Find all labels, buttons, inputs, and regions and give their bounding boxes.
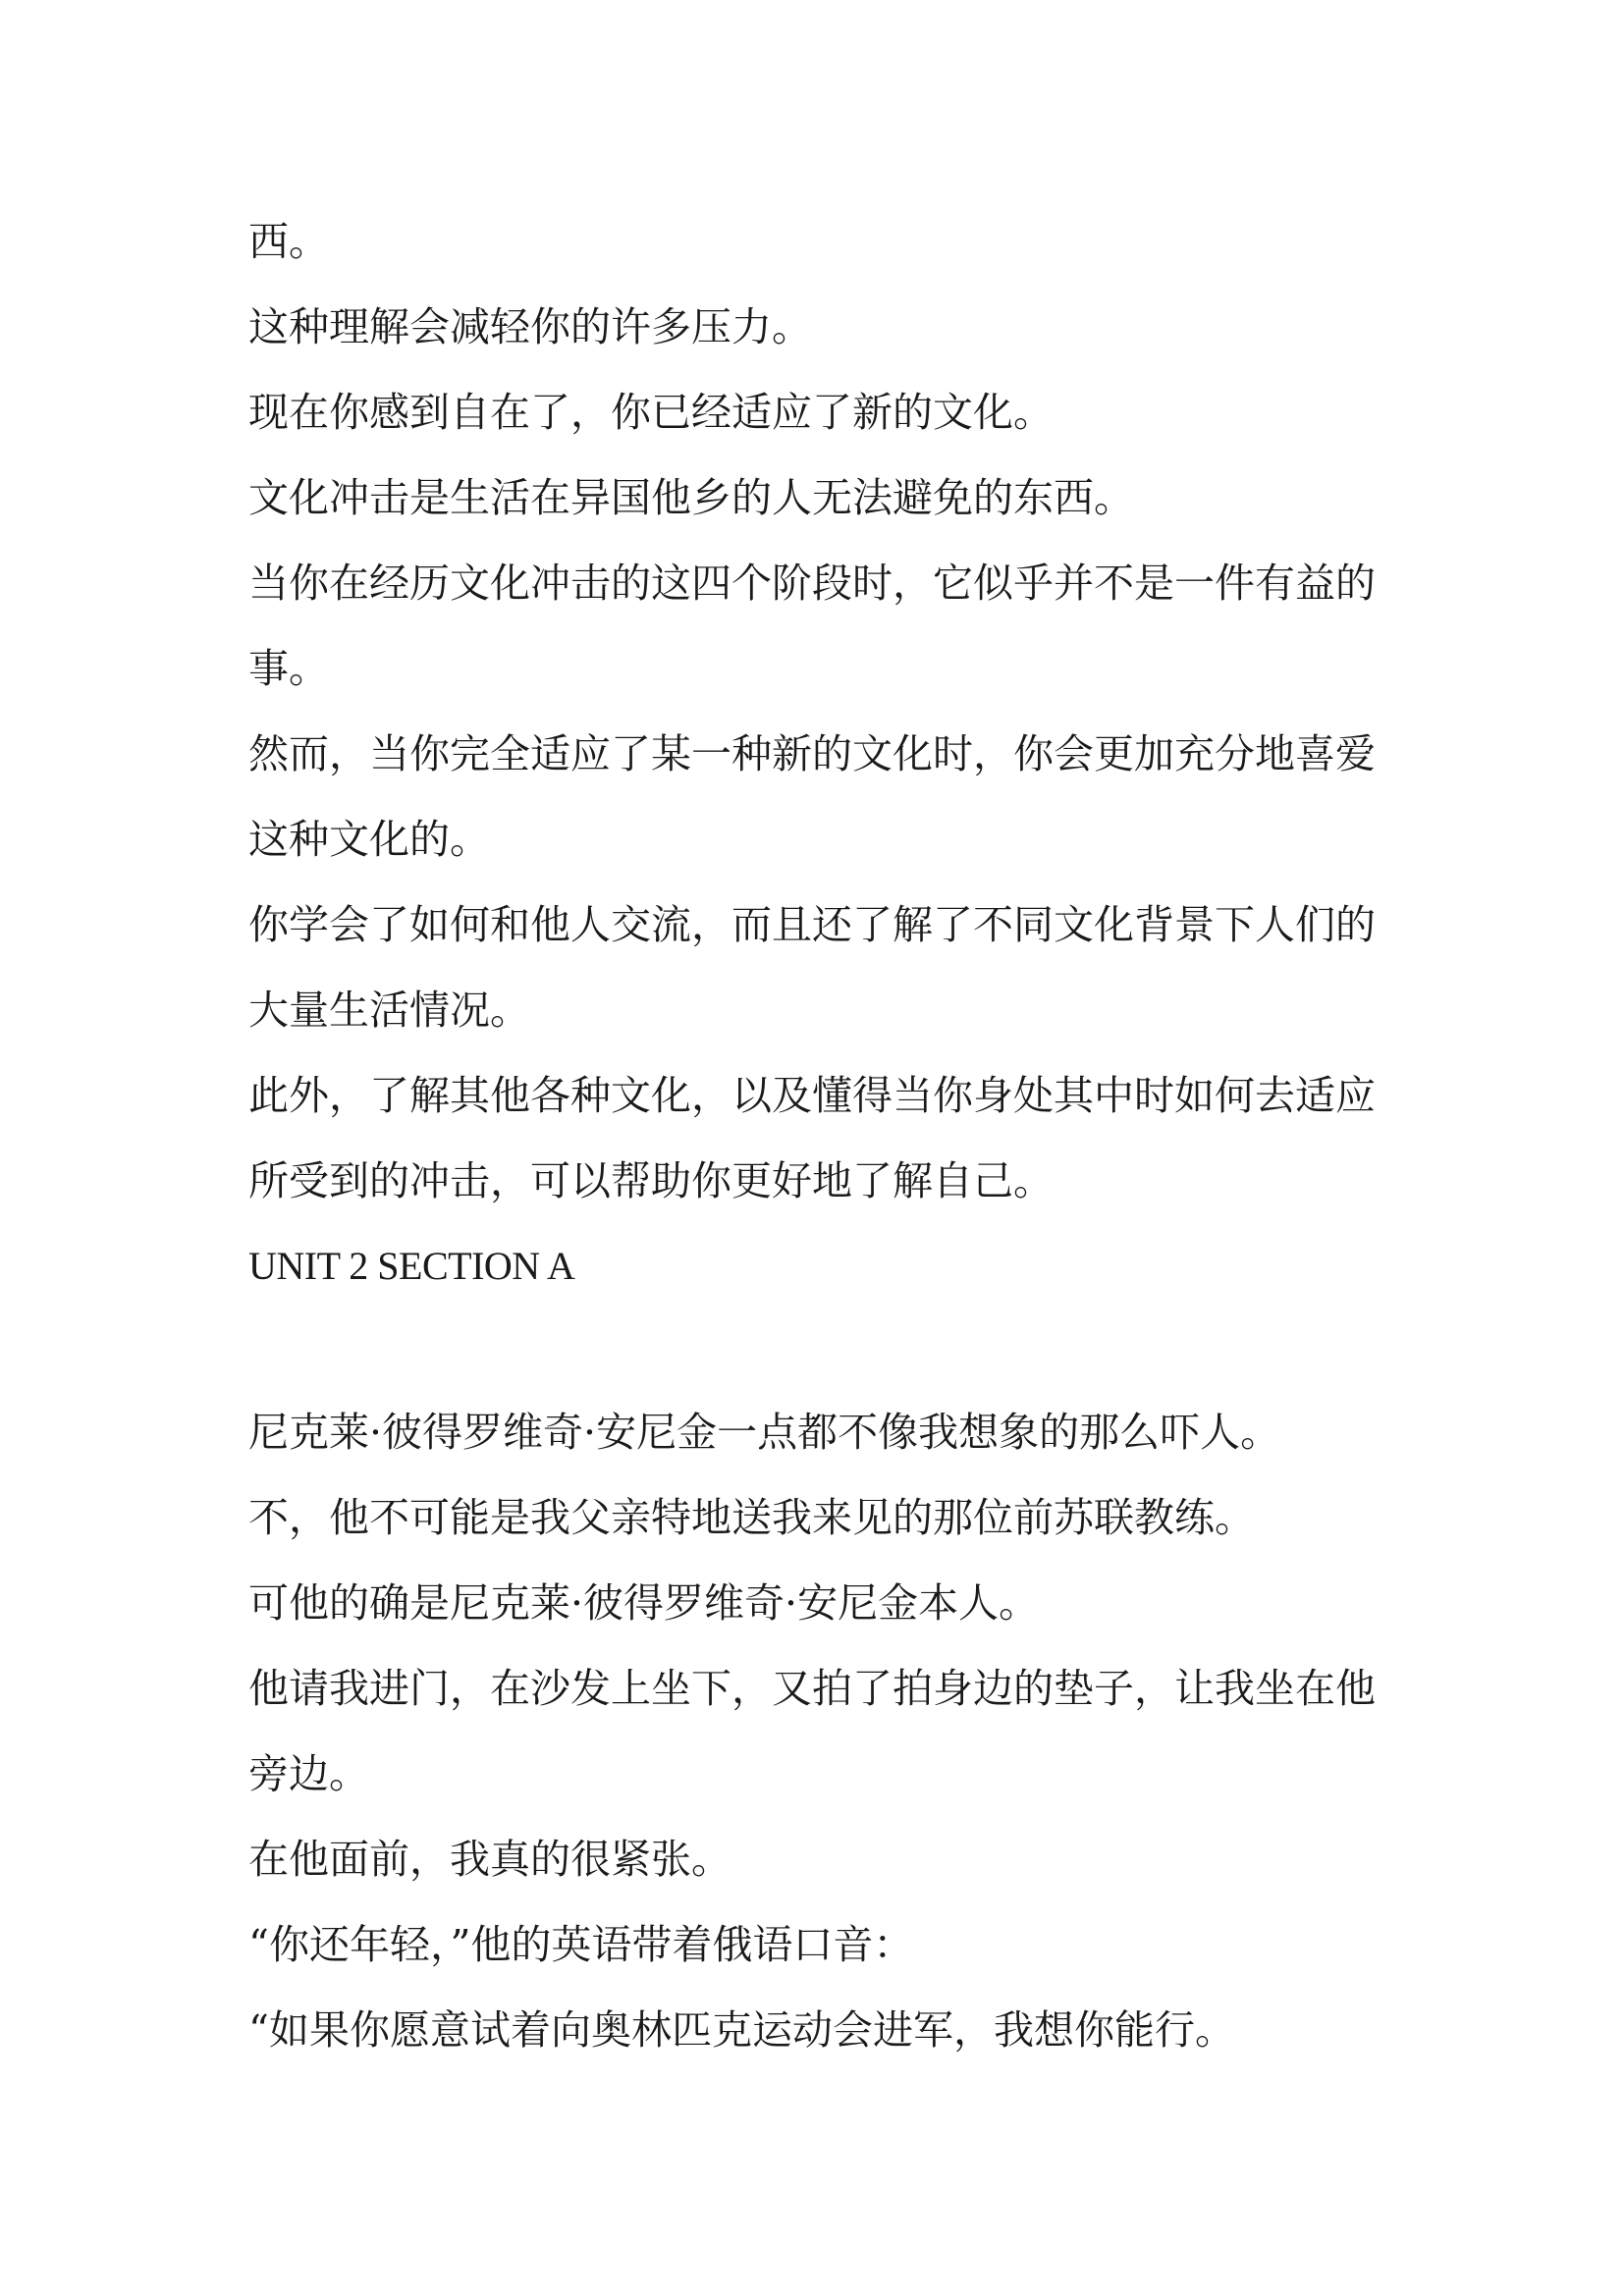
text-line: 他请我进门，在沙发上坐下，又拍了拍身边的垫子，让我坐在他: [248, 1665, 1376, 1712]
text-line: 这种文化的。: [248, 816, 490, 863]
text-line: 可他的确是尼克莱·彼得罗维奇·安尼金本人。: [248, 1579, 1040, 1627]
text-line: 不，他不可能是我父亲特地送我来见的那位前苏联教练。: [248, 1494, 1255, 1541]
text-line: “如果你愿意试着向奥林匹克运动会进军，我想你能行。: [248, 2006, 1235, 2054]
text-line: 现在你感到自在了，你已经适应了新的文化。: [248, 389, 1054, 436]
text-line: 你学会了如何和他人交流，而且还了解了不同文化背景下人们的: [248, 901, 1376, 948]
text-line: “你还年轻，”他的英语带着俄语口音：: [248, 1921, 914, 1968]
section-heading: UNIT 2 SECTION A: [248, 1244, 575, 1288]
text-line: 尼克莱·彼得罗维奇·安尼金一点都不像我想象的那么吓人。: [248, 1409, 1281, 1456]
text-line: 旁边。: [248, 1750, 369, 1797]
text-line: 在他面前，我真的很紧张。: [248, 1836, 731, 1883]
text-line: 这种理解会减轻你的许多压力。: [248, 303, 812, 350]
text-line: 西。: [248, 218, 329, 265]
text-line: 当你在经历文化冲击的这四个阶段时，它似乎并不是一件有益的: [248, 560, 1376, 607]
text-line: 事。: [248, 645, 329, 692]
text-line: 文化冲击是生活在异国他乡的人无法避免的东西。: [248, 474, 1134, 521]
text-line: 此外，了解其他各种文化，以及懂得当你身处其中时如何去适应: [248, 1072, 1376, 1119]
text-line: 所受到的冲击，可以帮助你更好地了解自己。: [248, 1157, 1054, 1204]
text-line: 然而，当你完全适应了某一种新的文化时，你会更加充分地喜爱: [248, 730, 1376, 777]
text-line: 大量生活情况。: [248, 987, 530, 1034]
